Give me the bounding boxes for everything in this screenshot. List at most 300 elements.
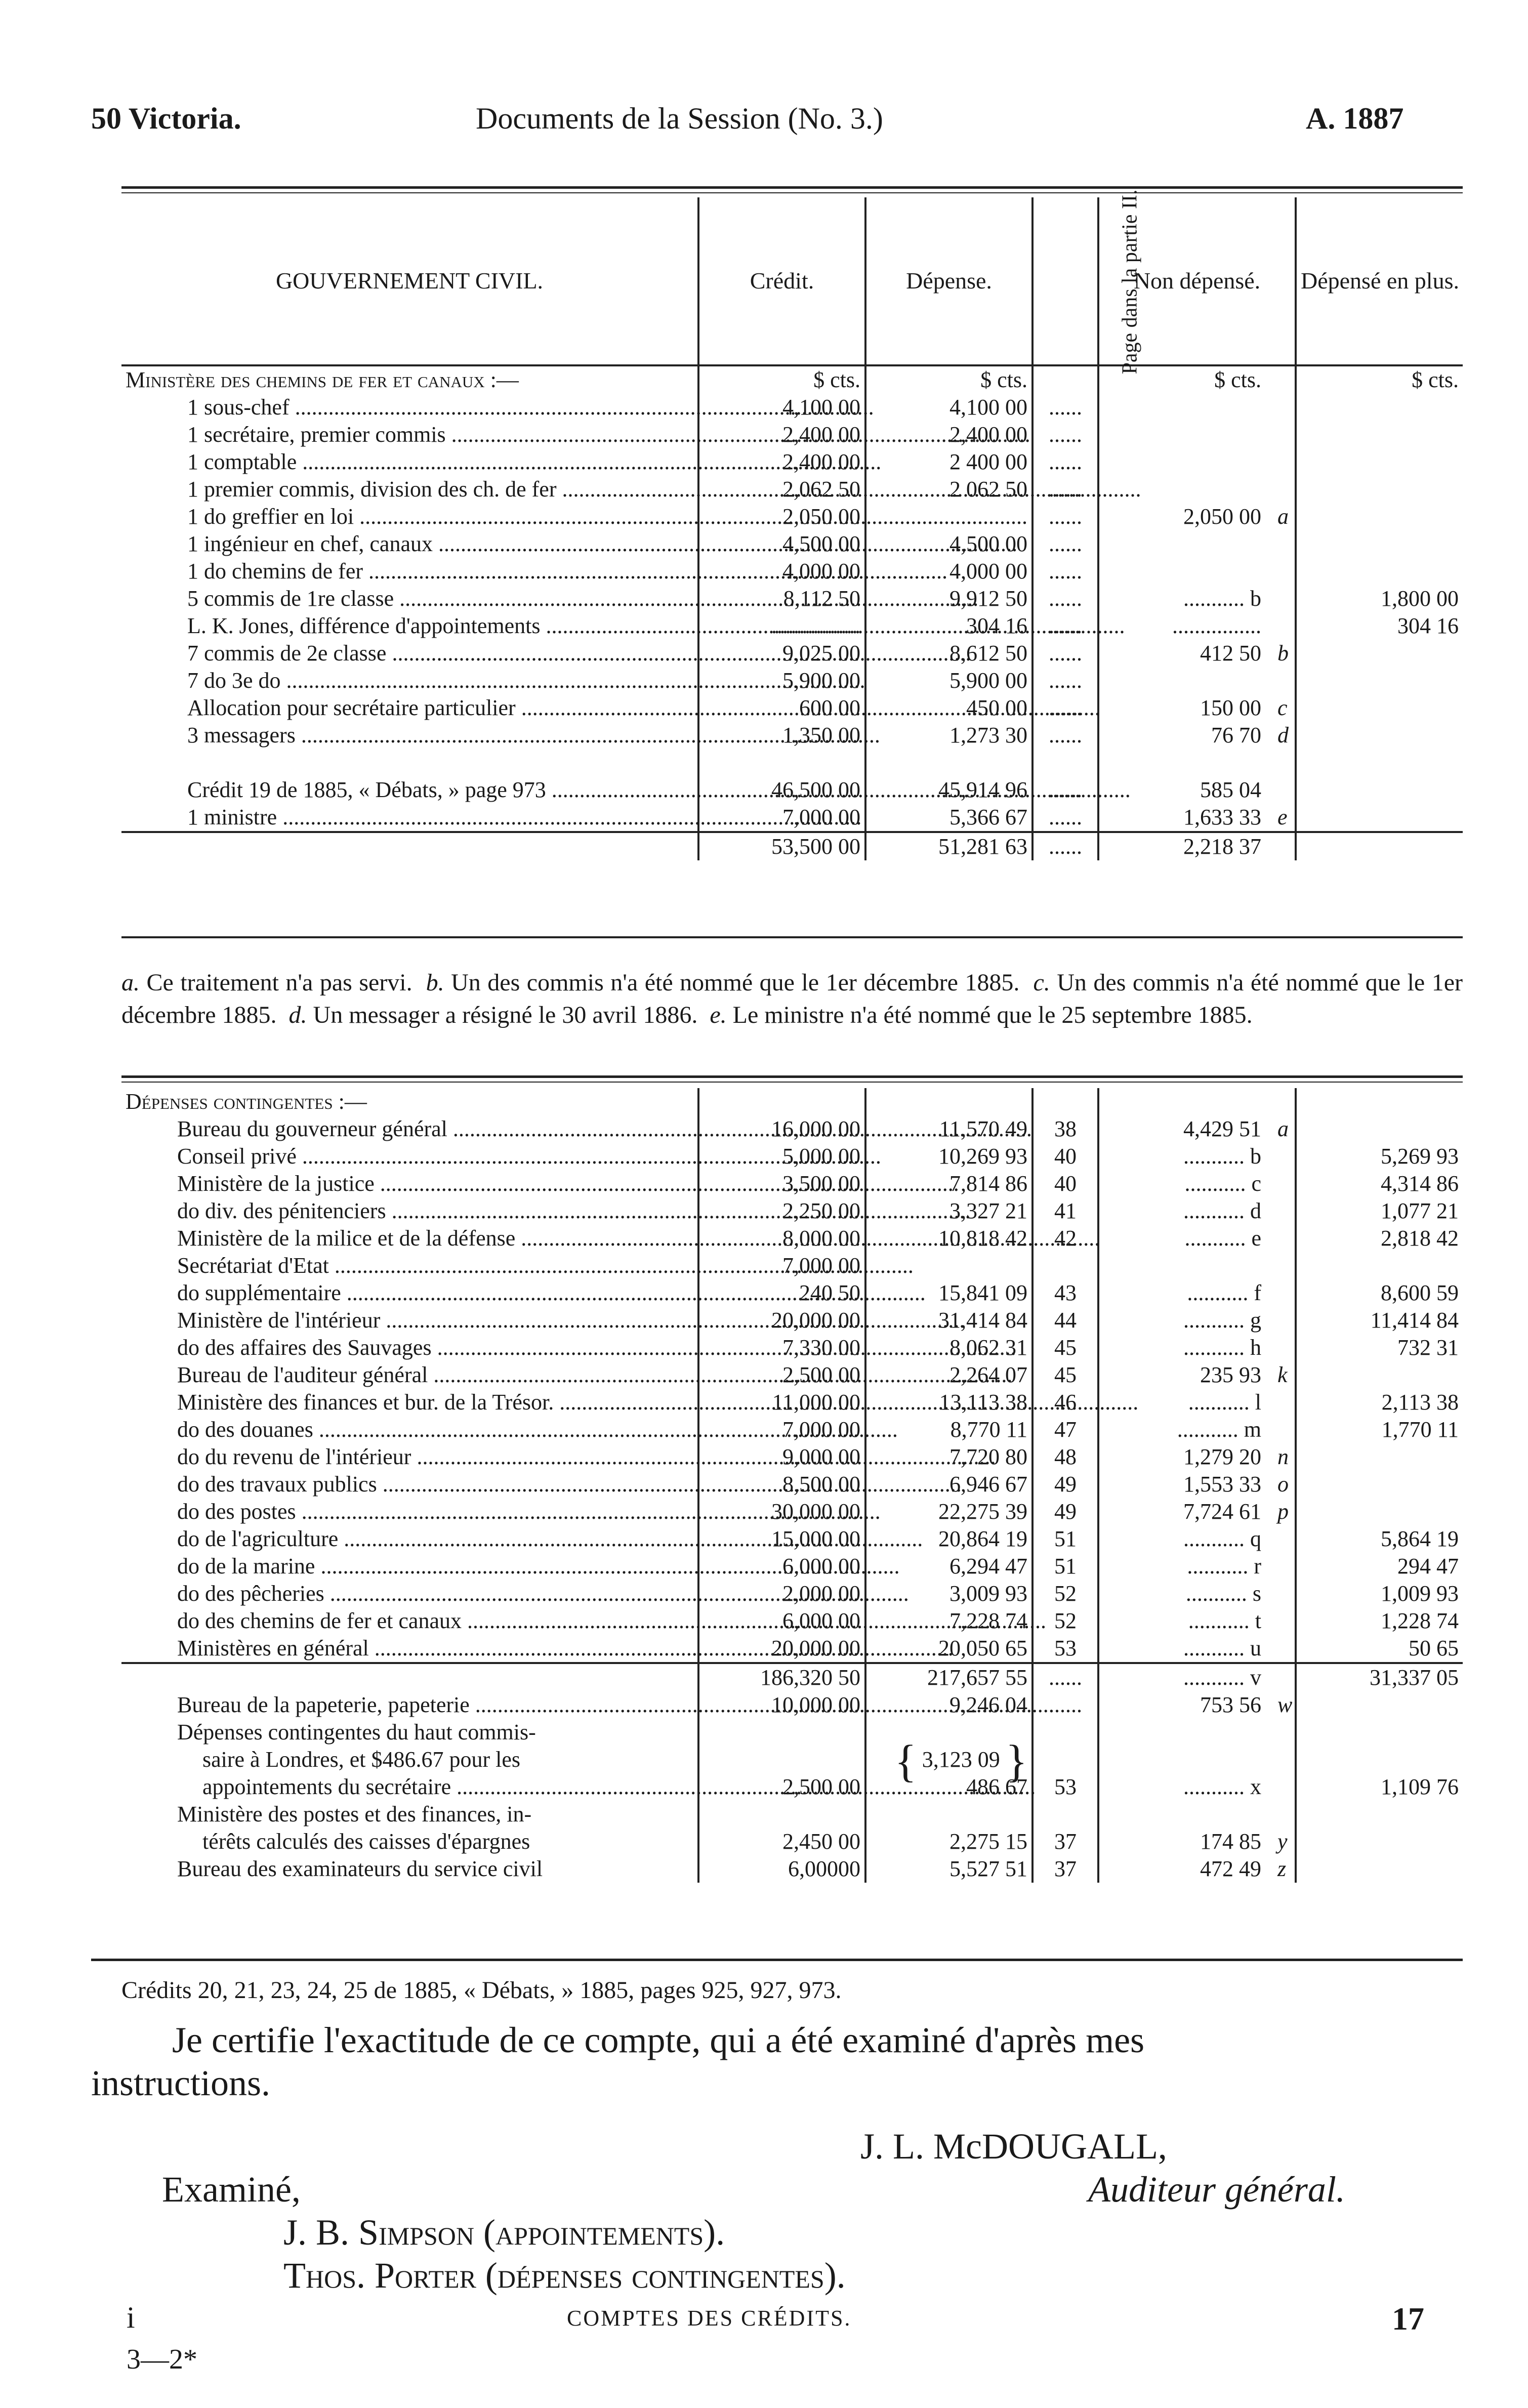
- table2.rows-note: [1265, 1170, 1296, 1197]
- table1.rows-row: [121, 394, 1463, 421]
- table2.rows-label: do des affaires des Sauvages .....: [121, 1334, 698, 1361]
- table1.rows-label: 1 premier commis, division des ch. de fer .....: [121, 476, 698, 503]
- table1.rows-row: [121, 448, 1463, 476]
- rule-after-table2: [91, 1959, 1463, 1961]
- table2.rows-depense: 20,050 65: [865, 1635, 1033, 1663]
- postes-depense: 2,275 15: [865, 1828, 1033, 1855]
- table2.rows-depense: 7,814 86: [865, 1170, 1033, 1197]
- table1.rows-non-depense: ........... b: [1098, 585, 1265, 612]
- table1.rows-non-depense: [1098, 394, 1265, 421]
- table2.rows-depense-plus: [1296, 1498, 1463, 1525]
- footnote-key: a.: [121, 969, 140, 996]
- table1.rows-non-depense: ................: [1098, 612, 1265, 640]
- footer-signature: 3—2*: [127, 2344, 197, 2375]
- table2.rows-depense-plus: 294 47: [1296, 1553, 1463, 1580]
- table1.rows-credit: 4,100 00: [698, 394, 865, 421]
- table2.rows-label: do div. des pénitenciers .....: [121, 1197, 698, 1225]
- table2.rows-depense-plus: 5,269 93: [1296, 1143, 1463, 1170]
- table2.rows-depense-plus: [1296, 1361, 1463, 1389]
- examiner-porter: Thos. Porter (dépenses contingentes).: [283, 2255, 846, 2296]
- table2.rows-credit: 2,000 00: [698, 1580, 865, 1607]
- table2.rows-non-depense: ........... m: [1098, 1416, 1265, 1443]
- table2.rows-depense: 2,264 07: [865, 1361, 1033, 1389]
- table1.rows-page: ......: [1033, 722, 1098, 749]
- table2.rows-row: [121, 1580, 1463, 1607]
- table2.rows-page: 48: [1033, 1443, 1098, 1471]
- examinateurs-page: 37: [1033, 1855, 1098, 1883]
- table2.rows-page: 52: [1033, 1607, 1098, 1635]
- table2.rows-row: [121, 1170, 1463, 1197]
- postes-line-1: Ministère des postes et des finances, in-: [177, 1802, 532, 1826]
- haut-commissaire-row-1: [121, 1719, 1463, 1746]
- table2.rows-depense-plus: [1296, 1443, 1463, 1471]
- table1.rows-page: ......: [1033, 503, 1098, 530]
- table2.rows-depense: 7,720 80: [865, 1443, 1033, 1471]
- table2.rows-note: [1265, 1525, 1296, 1553]
- table1.rows2-non-depense: 585 04: [1098, 776, 1265, 804]
- table1.rows2-page: ......: [1033, 804, 1098, 832]
- table1.rows-non-depense: [1098, 558, 1265, 585]
- table1.rows2-label: Crédit 19 de 1885, « Débats, » page 973 .....: [121, 776, 698, 804]
- table1.rows-note: d: [1277, 723, 1289, 748]
- table1.rows-depense: 4,000 00: [865, 558, 1033, 585]
- table2.rows-depense: 31,414 84: [865, 1307, 1033, 1334]
- table1.rows-depense-plus: [1296, 394, 1463, 421]
- table1.rows-depense: 2,400 00: [865, 421, 1033, 448]
- table1.rows-label: L. K. Jones, différence d'appointements .....: [121, 612, 698, 640]
- footnote-text: Ce traitement n'a pas servi.: [146, 969, 412, 996]
- table1.rows-label: 1 do greffier en loi .....: [121, 503, 698, 530]
- table2.rows-depense-plus: 8,600 59: [1296, 1279, 1463, 1307]
- table2.extra-page: ......: [1033, 1691, 1098, 1719]
- table2.rows-depense-plus: 5,864 19: [1296, 1525, 1463, 1553]
- table1.rows-depense: 4,100 00: [865, 394, 1033, 421]
- table2.rows-label: Ministère de la milice et de la défense .....: [121, 1225, 698, 1252]
- table2.rows-label: do des postes .....: [121, 1498, 698, 1525]
- table2.rows-depense-plus: 11,414 84: [1296, 1307, 1463, 1334]
- table2.rows-credit: 7,330 00: [698, 1334, 865, 1361]
- table2.rows-note: [1265, 1580, 1296, 1607]
- table1.rows-depense-plus: [1296, 667, 1463, 694]
- table1.rows-row: [121, 694, 1463, 722]
- table1.rows-note: c: [1277, 695, 1288, 720]
- table1.rows-non-depense: [1098, 421, 1265, 448]
- footnote-text: Un des commis n'a été nommé que le 1er décembre 1885.: [121, 969, 1463, 1028]
- table2.rows-note: [1265, 1553, 1296, 1580]
- examiner-simpson: J. B. Simpson (appointements).: [283, 2212, 725, 2253]
- table2.rows-row: [121, 1197, 1463, 1225]
- table1.rows-non-depense: [1098, 448, 1265, 476]
- total-credit: 53,500 00: [698, 832, 865, 860]
- certification-line-1: Je certifie l'exactitude de ce compte, qui a été examiné d'après mes: [172, 2020, 1145, 2060]
- table-total-row: [121, 832, 1463, 860]
- table2.rows-credit: 240 50: [698, 1279, 865, 1307]
- table2.rows-depense: 8,770 11: [865, 1416, 1033, 1443]
- table2.rows-label: Ministères en général .....: [121, 1635, 698, 1663]
- table2.rows-credit: 16,000 00: [698, 1115, 865, 1143]
- table1.rows2-depense-plus: [1296, 776, 1463, 804]
- table1.rows-row: [121, 667, 1463, 694]
- subtotal-row: [121, 1663, 1463, 1691]
- table2.rows-label: do des douanes .....: [121, 1416, 698, 1443]
- auditor-title: Auditeur général.: [1088, 2169, 1345, 2210]
- table1.rows-non-depense: 76 70: [1098, 722, 1265, 749]
- table2.rows-label: Ministère de la justice .....: [121, 1170, 698, 1197]
- table1.rows-non-depense: [1098, 530, 1265, 558]
- table2.rows-credit: 15,000 00: [698, 1525, 865, 1553]
- table2.rows-non-depense: ........... q: [1098, 1525, 1265, 1553]
- table2.rows-row: [121, 1553, 1463, 1580]
- header-year: A. 1887: [1306, 102, 1404, 135]
- table2.rows-page: 49: [1033, 1471, 1098, 1498]
- table2.rows-label: do des travaux publics .....: [121, 1471, 698, 1498]
- table1.rows2-row: [121, 804, 1463, 832]
- table2.rows-depense: 10,818 42: [865, 1225, 1033, 1252]
- postes-line-2: térêts calculés des caisses d'épargnes: [202, 1829, 530, 1854]
- table2.rows-non-depense: ........... l: [1098, 1389, 1265, 1416]
- table2.rows-depense-plus: 1,228 74: [1296, 1607, 1463, 1635]
- table1.rows-non-depense: 2,050 00: [1098, 503, 1265, 530]
- column-header-credit: Crédit.: [698, 197, 865, 365]
- table1.rows-note: a: [1277, 504, 1289, 529]
- table2.rows-credit: 11,000 00: [698, 1389, 865, 1416]
- unit-non: $ cts.: [1098, 365, 1265, 394]
- table1.rows-page: ......: [1033, 476, 1098, 503]
- subtotal-page: ......: [1033, 1663, 1098, 1691]
- table2.rows-label: do du revenu de l'intérieur .....: [121, 1443, 698, 1471]
- haut-commissaire-page: 53: [1033, 1773, 1098, 1801]
- column-header-page-label: Page dans la partie II.: [1118, 189, 1142, 375]
- table2.rows-page: 43: [1033, 1279, 1098, 1307]
- column-header-non-depense: Non dépensé.: [1098, 197, 1296, 365]
- section-title-contingentes: Dépenses contingentes :—: [126, 1089, 367, 1114]
- table2.rows-row: [121, 1361, 1463, 1389]
- rule-before-table2: [121, 1075, 1463, 1078]
- table1.rows-depense: 304 16: [865, 612, 1033, 640]
- table2.rows-page: 40: [1033, 1170, 1098, 1197]
- footnote-text: Un des commis n'a été nommé que le 1er décembre 1885.: [451, 969, 1020, 996]
- table1.rows-row: [121, 530, 1463, 558]
- table1.rows2-label: 1 ministre .....: [121, 804, 698, 832]
- subtotal-depense: 217,657 55: [865, 1663, 1033, 1691]
- table1.rows-page: ......: [1033, 394, 1098, 421]
- table2.rows-depense: 7,228 74: [865, 1607, 1033, 1635]
- footnote-key: b.: [426, 969, 444, 996]
- table1.rows-row: [121, 612, 1463, 640]
- table1.rows-row: [121, 476, 1463, 503]
- footnote-key: c.: [1033, 969, 1050, 996]
- table2.rows-row: [121, 1252, 1463, 1279]
- postes-page: 37: [1033, 1828, 1098, 1855]
- table2.rows-label: do supplémentaire .....: [121, 1279, 698, 1307]
- column-header-depense-plus: Dépensé en plus.: [1296, 197, 1463, 365]
- table1.rows-note: [1265, 530, 1296, 558]
- table2.rows-label: Ministère des finances et bur. de la Trésor. .....: [121, 1389, 698, 1416]
- table2.rows-non-depense: [1098, 1252, 1265, 1279]
- examinateurs-depense: 5,527 51: [865, 1855, 1033, 1883]
- table2.rows-depense: 15,841 09: [865, 1279, 1033, 1307]
- table2.rows-label: Conseil privé .....: [121, 1143, 698, 1170]
- table1.rows2-note: [1265, 776, 1296, 804]
- table1.rows-note: [1265, 667, 1296, 694]
- table2.rows-row: [121, 1334, 1463, 1361]
- unit-plus: $ cts.: [1296, 365, 1463, 394]
- table1.rows-depense: 450 00: [865, 694, 1033, 722]
- subtotal-plus: 31,337 05: [1296, 1663, 1463, 1691]
- table1.rows-credit: 9,025 00: [698, 640, 865, 667]
- table2.rows-label: Bureau de l'auditeur général .....: [121, 1361, 698, 1389]
- table2.rows-label: do de l'agriculture .....: [121, 1525, 698, 1553]
- table2.rows-non-depense: ........... g: [1098, 1307, 1265, 1334]
- table1.rows-credit: 1,350 00: [698, 722, 865, 749]
- table2.rows-non-depense: ........... e: [1098, 1225, 1265, 1252]
- header-title: Documents de la Session (No. 3.): [476, 102, 883, 135]
- table2.extra-label: Bureau de la papeterie, papeterie .....: [121, 1691, 698, 1719]
- table2.rows-non-depense: ........... s: [1098, 1580, 1265, 1607]
- table1.rows-note: [1265, 448, 1296, 476]
- footnotes: [121, 967, 1463, 1031]
- table1.rows-label: 1 do chemins de fer .....: [121, 558, 698, 585]
- haut-commissaire-depense-b: 486 67: [865, 1773, 1033, 1801]
- table1.rows-depense-plus: [1296, 640, 1463, 667]
- haut-commissaire-line-2: saire à Londres, et $486.67 pour les: [202, 1747, 521, 1772]
- table1.rows-note: [1265, 476, 1296, 503]
- table2.rows-non-depense: 235 93: [1098, 1361, 1265, 1389]
- table1.rows-depense-plus: 1,800 00: [1296, 585, 1463, 612]
- table1.rows-credit: 2,050 00: [698, 503, 865, 530]
- table2.rows-row: [121, 1635, 1463, 1663]
- table2.rows-depense-plus: [1296, 1115, 1463, 1143]
- table2.rows-depense-plus: 2,818 42: [1296, 1225, 1463, 1252]
- table2.rows-non-depense: 1,279 20: [1098, 1443, 1265, 1471]
- postes-non: 174 85: [1098, 1828, 1265, 1855]
- table2.rows-row: [121, 1389, 1463, 1416]
- table2.rows-note: n: [1277, 1444, 1289, 1469]
- table2.rows-page: 44: [1033, 1307, 1098, 1334]
- footnote-key: e.: [710, 1002, 727, 1028]
- table2.rows-row: [121, 1416, 1463, 1443]
- table2.rows-note: [1265, 1607, 1296, 1635]
- table2.rows-depense: 10,269 93: [865, 1143, 1033, 1170]
- table2.rows-page: 47: [1033, 1416, 1098, 1443]
- table2.rows-depense: 8,062 31: [865, 1334, 1033, 1361]
- table2.rows-depense: 3,327 21: [865, 1197, 1033, 1225]
- table2.extra-depense: 9,246 04: [865, 1691, 1033, 1719]
- table1.rows-depense: 2 062 50: [865, 476, 1033, 503]
- table2.rows-row: [121, 1143, 1463, 1170]
- table2.extra-row: [121, 1691, 1463, 1719]
- table2.rows-note: [1265, 1635, 1296, 1663]
- footer-left-mark: i: [127, 2301, 135, 2334]
- table2.rows-depense-plus: 50 65: [1296, 1635, 1463, 1663]
- table1.rows-label: 5 commis de 1re classe .....: [121, 585, 698, 612]
- table2.rows-non-depense: ........... f: [1098, 1279, 1265, 1307]
- total-page: ......: [1033, 832, 1098, 860]
- table1.rows-depense: 9,912 50: [865, 585, 1033, 612]
- unit-credit: $ cts.: [698, 365, 865, 394]
- examinateurs-label: Bureau des examinateurs du service civil: [177, 1856, 543, 1881]
- table2.rows-note: [1265, 1307, 1296, 1334]
- total-non: 2,218 37: [1098, 832, 1265, 860]
- table1.rows-credit: 600 00: [698, 694, 865, 722]
- table2.rows-credit: 2,250 00: [698, 1197, 865, 1225]
- table1.rows-non-depense: 412 50: [1098, 640, 1265, 667]
- table1.rows-row: [121, 503, 1463, 530]
- column-header-depense: Dépense.: [865, 197, 1033, 365]
- table1.rows-depense: 1,273 30: [865, 722, 1033, 749]
- table2.rows-note: [1265, 1225, 1296, 1252]
- table1.rows-depense-plus: [1296, 476, 1463, 503]
- table2.rows-row: [121, 1471, 1463, 1498]
- table1.rows-depense-plus: [1296, 694, 1463, 722]
- certification-line-2: instructions.: [91, 2063, 270, 2103]
- table2.rows-non-depense: 4,429 51: [1098, 1115, 1265, 1143]
- postes-row-1: [121, 1801, 1463, 1828]
- table2.rows-depense-plus: 1,077 21: [1296, 1197, 1463, 1225]
- table1.rows-note: [1265, 558, 1296, 585]
- table2.rows-page: 52: [1033, 1580, 1098, 1607]
- table1.rows-credit: 4,500 00: [698, 530, 865, 558]
- examined-label: Examiné,: [162, 2169, 301, 2210]
- postes-credit: 2,450 00: [698, 1828, 865, 1855]
- haut-commissaire-non: ........... x: [1098, 1773, 1265, 1801]
- table1.rows-credit: 5,900 00: [698, 667, 865, 694]
- table1.rows2-row: [121, 776, 1463, 804]
- top-rule-thin: [121, 192, 1463, 193]
- table2.rows-row: [121, 1443, 1463, 1471]
- table1.rows-label: 7 do 3e do .....: [121, 667, 698, 694]
- table2.rows-page: 49: [1033, 1498, 1098, 1525]
- table2.rows-row: [121, 1279, 1463, 1307]
- table2.rows-row: [121, 1498, 1463, 1525]
- table2.rows-non-depense: ........... d: [1098, 1197, 1265, 1225]
- table2.rows-page: 45: [1033, 1334, 1098, 1361]
- table1.rows-depense: 5,900 00: [865, 667, 1033, 694]
- table2.rows-label: do de la marine .....: [121, 1553, 698, 1580]
- table2.rows-credit: 8,000 00: [698, 1225, 865, 1252]
- postes-note: y: [1277, 1829, 1288, 1854]
- footer-title: COMPTES DES CRÉDITS.: [567, 2306, 852, 2331]
- rule-before-table2-thin: [121, 1082, 1463, 1083]
- table2.rows-page: 51: [1033, 1553, 1098, 1580]
- table1.rows-label: 3 messagers .....: [121, 722, 698, 749]
- table2.rows-label: do des chemins de fer et canaux .....: [121, 1607, 698, 1635]
- unit-depense: $ cts.: [865, 365, 1033, 394]
- table2.rows-row: [121, 1525, 1463, 1553]
- rule-after-table1: [121, 936, 1463, 938]
- haut-commissaire-plus: 1,109 76: [1296, 1773, 1463, 1801]
- table2.rows-note: a: [1277, 1116, 1289, 1141]
- table1.rows-note: [1265, 394, 1296, 421]
- table1.rows-note: [1265, 585, 1296, 612]
- table2.rows-note: [1265, 1197, 1296, 1225]
- table1.rows-page: ......: [1033, 530, 1098, 558]
- table1.rows-label: 7 commis de 2e classe .....: [121, 640, 698, 667]
- table2.rows-depense: 3,009 93: [865, 1580, 1033, 1607]
- ledger-table-chemins-de-fer: [121, 189, 1463, 860]
- section-title: Ministère des chemins de fer et canaux :—: [126, 367, 519, 392]
- table1.rows-label: 1 ingénieur en chef, canaux .....: [121, 530, 698, 558]
- table1.rows-depense-plus: [1296, 421, 1463, 448]
- table2.extra-note: w: [1277, 1692, 1293, 1717]
- postes-row-2: [121, 1828, 1463, 1855]
- table1.rows2-depense-plus: [1296, 804, 1463, 832]
- table2.rows-depense-plus: [1296, 1471, 1463, 1498]
- footnote-text: Le ministre n'a été nommé que le 25 septembre 1885.: [732, 1002, 1253, 1028]
- table1.rows-depense-plus: [1296, 448, 1463, 476]
- table2.rows-page: 45: [1033, 1361, 1098, 1389]
- table2.rows-label: Secrétariat d'Etat .....: [121, 1252, 698, 1279]
- table2.extra-credit: 10,000 00: [698, 1691, 865, 1719]
- table2.rows-non-depense: ........... t: [1098, 1607, 1265, 1635]
- table2.rows-depense-plus: 1,009 93: [1296, 1580, 1463, 1607]
- table1.rows-credit: 8,112 50: [698, 585, 865, 612]
- examinateurs-note: z: [1277, 1856, 1287, 1881]
- haut-commissaire-depense-a: { 3,123 09 }: [865, 1746, 1033, 1773]
- table1.rows-depense-plus: [1296, 558, 1463, 585]
- table2.extra-depense-plus: [1296, 1691, 1463, 1719]
- column-header-section: GOUVERNEMENT CIVIL.: [121, 197, 698, 365]
- examinateurs-row: [121, 1855, 1463, 1883]
- table1.rows-depense: 4,500 00: [865, 530, 1033, 558]
- table1.rows-note: b: [1277, 641, 1289, 666]
- table1.rows-depense-plus: [1296, 722, 1463, 749]
- table2.rows-depense-plus: [1296, 1252, 1463, 1279]
- table2.rows-credit: 2,500 00: [698, 1361, 865, 1389]
- table1.rows-row: [121, 722, 1463, 749]
- table2.rows-credit: 3,500 00: [698, 1170, 865, 1197]
- table1.rows-row: [121, 640, 1463, 667]
- table1.rows2-depense: 5,366 67: [865, 804, 1033, 832]
- table2.rows-label: do des pêcheries .....: [121, 1580, 698, 1607]
- table1.rows-credit: 2,062 50: [698, 476, 865, 503]
- ledger-table-depenses-contingentes: [121, 1088, 1463, 1883]
- table2.rows-page: 42: [1033, 1225, 1098, 1252]
- table2.rows-note: [1265, 1389, 1296, 1416]
- table2.rows-credit: 20,000 00: [698, 1307, 865, 1334]
- table2.rows-depense: 6,294 47: [865, 1553, 1033, 1580]
- table2.rows-credit: 6,000 00: [698, 1607, 865, 1635]
- table1.rows-row: [121, 421, 1463, 448]
- table2.rows-page: 51: [1033, 1525, 1098, 1553]
- table1.rows-page: ......: [1033, 421, 1098, 448]
- table1.rows-credit: 4,000 00: [698, 558, 865, 585]
- table2.rows-page: [1033, 1252, 1098, 1279]
- table1.rows-page: ......: [1033, 694, 1098, 722]
- table1.rows-non-depense: [1098, 667, 1265, 694]
- subtotal-credit: 186,320 50: [698, 1663, 865, 1691]
- table1.rows-depense-plus: [1296, 530, 1463, 558]
- haut-commissaire-line-1: Dépenses contingentes du haut commis-: [177, 1720, 536, 1745]
- table1.rows-credit: ................: [698, 612, 865, 640]
- table1.rows2-page: ......: [1033, 776, 1098, 804]
- page-header: [0, 101, 1528, 142]
- footnote-text: Un messager a résigné le 30 avril 1886.: [313, 1002, 698, 1028]
- table1.rows-depense: 8,612 50: [865, 640, 1033, 667]
- table1.rows-page: ......: [1033, 640, 1098, 667]
- table2.rows-non-depense: 1,553 33: [1098, 1471, 1265, 1498]
- table2.rows-depense: 6,946 67: [865, 1471, 1033, 1498]
- table1.rows-note: [1265, 612, 1296, 640]
- table2.rows-credit: 7,000 00: [698, 1416, 865, 1443]
- table2.rows-credit: 7,000 00: [698, 1252, 865, 1279]
- table2.rows-depense-plus: 732 31: [1296, 1334, 1463, 1361]
- subtotal-non: ........... v: [1098, 1663, 1265, 1691]
- table1.rows-label: 1 sous-chef .....: [121, 394, 698, 421]
- table1.rows-row: [121, 585, 1463, 612]
- table1.rows2-non-depense: 1,633 33: [1098, 804, 1265, 832]
- table2.rows-note: o: [1277, 1472, 1289, 1497]
